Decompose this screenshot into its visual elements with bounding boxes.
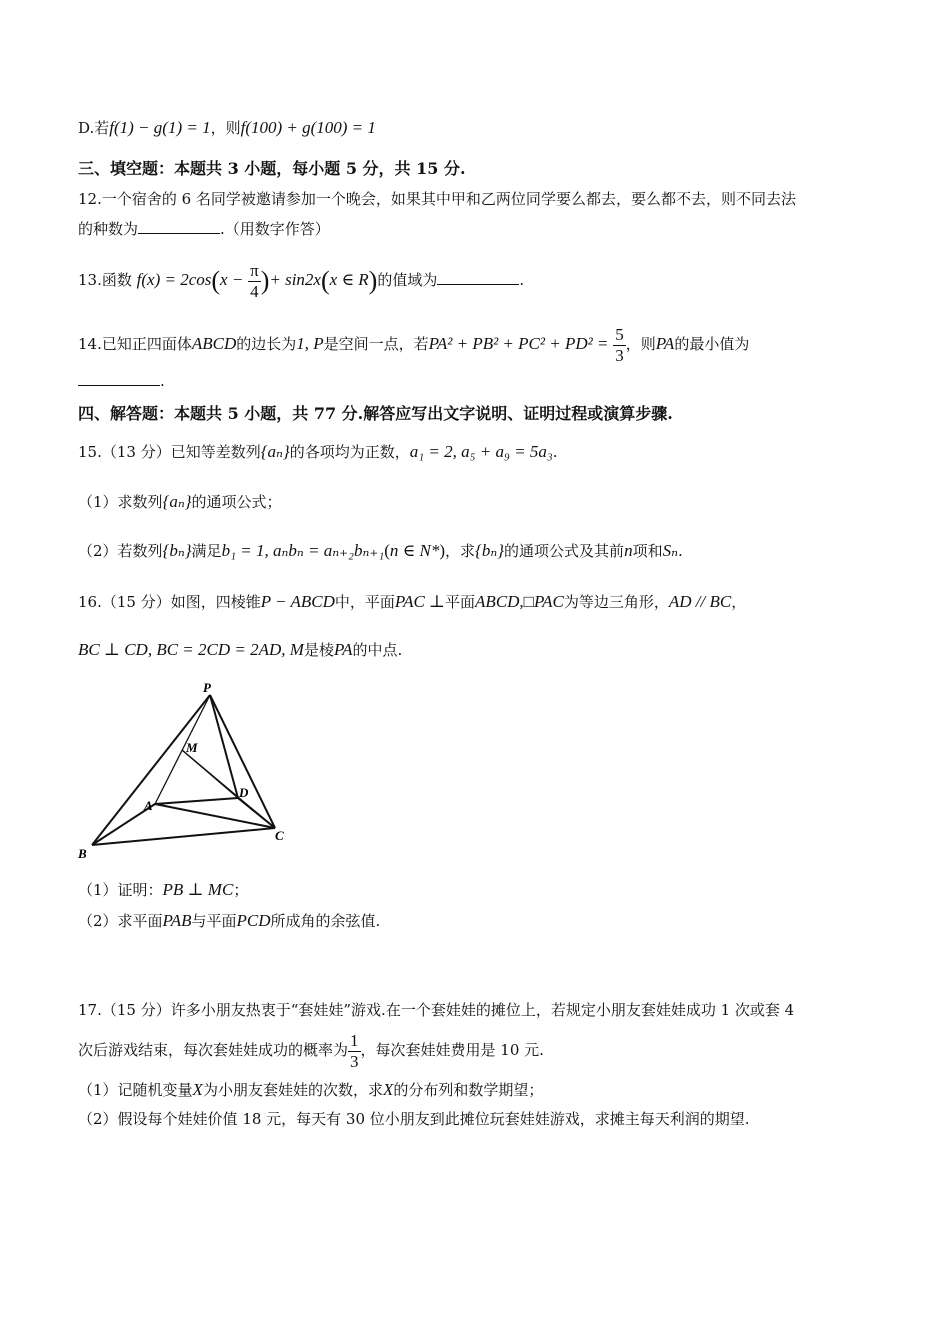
q14: 14.已知正四面体ABCD的边长为1, P是空间一点，若PA² + PB² + PC² + PD² = $\frac{5}{3}$ ，则PA的最小值为 bbox=[78, 324, 750, 365]
edge-pd bbox=[210, 695, 238, 798]
q12-line2: 的种数为 .（用数字作答） bbox=[78, 220, 330, 238]
option-d: D.若f(1) − g(1) = 1，则f(100) + g(100) = 1 bbox=[78, 118, 376, 137]
segment-md bbox=[182, 750, 238, 798]
q14-fraction: $\frac{5}{3}$ bbox=[615, 324, 624, 365]
edge-ad bbox=[155, 798, 238, 804]
q15-intro: 15.（13 分）已知等差数列{aₙ}的各项均为正数，a₁ = 2, a₅ + a₉ = 5a₃. bbox=[78, 442, 558, 461]
q17-line2: 次后游戏结束，每次套娃娃成功的概率为 $\frac{1}{3}$ ，每次套娃娃费用是 10 元. bbox=[78, 1030, 544, 1071]
q17-part1: （1）记随机变量X为小朋友套娃娃的次数，求X的分布列和数学期望； bbox=[78, 1080, 544, 1099]
edge-pc bbox=[210, 695, 275, 828]
q14-answer-line: . bbox=[78, 370, 165, 392]
q17-line1: 17.（15 分）许多小朋友热衷于“套娃娃”游戏.在一个套娃娃的摊位上，若规定小朋友套娃娃成功 1 次或套 4 bbox=[78, 1001, 795, 1019]
q16-part1: （1）证明：PB ⊥ MC； bbox=[78, 880, 249, 899]
label-c: C bbox=[275, 828, 284, 843]
edge-pb bbox=[92, 695, 210, 845]
section4-heading: 四、解答题：本题共 5 小题，共 77 分.解答应写出文字说明、证明过程或演算步骤. bbox=[78, 404, 673, 423]
label-a: A bbox=[144, 798, 153, 813]
q15-part2: （2）若数列{bₙ}满足b₁ = 1, aₙbₙ = aₙ₊₂bₙ₊₁(n ∈ N*)，求{bₙ}的通项公式及其前n项和Sₙ. bbox=[78, 541, 683, 560]
q16-intro: 16.（15 分）如图，四棱锥P − ABCD中，平面PAC ⊥平面ABCD,□PAC为等边三角形，AD // BC， bbox=[78, 592, 747, 611]
edge-bc bbox=[92, 828, 275, 845]
q14-answer-blank bbox=[78, 371, 160, 386]
q16-line2: BC ⊥ CD, BC = 2CD = 2AD, M是棱PA的中点. bbox=[78, 640, 403, 659]
q13-pi-over-4: $\frac{\pi}{4}$ bbox=[250, 260, 259, 301]
q13: 13.函数 f(x) = 2cos(x − $\frac{\pi}{4}$ )+ sin2x(x ∈ R)的值域为 . bbox=[78, 260, 525, 301]
q12-line1: 12.一个宿舍的 6 名同学被邀请参加一个晚会，如果其中甲和乙两位同学要么都去，要么都不去，则不同去法 bbox=[78, 190, 796, 208]
option-d-condition: f(1) − g(1) = 1 bbox=[109, 118, 211, 137]
label-b: B bbox=[78, 846, 87, 861]
q13-answer-blank bbox=[437, 270, 519, 285]
edge-ac bbox=[155, 804, 275, 828]
q17-fraction: $\frac{1}{3}$ bbox=[350, 1030, 359, 1071]
q15-part1: （1）求数列{aₙ}的通项公式； bbox=[78, 492, 282, 511]
label-m: M bbox=[186, 740, 198, 755]
q12-answer-blank bbox=[138, 219, 220, 234]
pyramid-figure bbox=[72, 680, 302, 865]
option-d-conclusion: f(100) + g(100) = 1 bbox=[240, 118, 376, 137]
q17-part2: （2）假设每个娃娃价值 18 元，每天有 30 位小朋友到此摊位玩套娃娃游戏，求摊主每天利润的期望. bbox=[78, 1110, 750, 1128]
q16-part2: （2）求平面PAB与平面PCD所成角的余弦值. bbox=[78, 911, 381, 930]
edge-pa bbox=[155, 695, 210, 804]
label-d: D bbox=[239, 785, 249, 800]
label-p: P bbox=[203, 680, 211, 695]
section3-heading: 三、填空题：本题共 3 小题，每小题 5 分，共 15 分. bbox=[78, 159, 466, 178]
